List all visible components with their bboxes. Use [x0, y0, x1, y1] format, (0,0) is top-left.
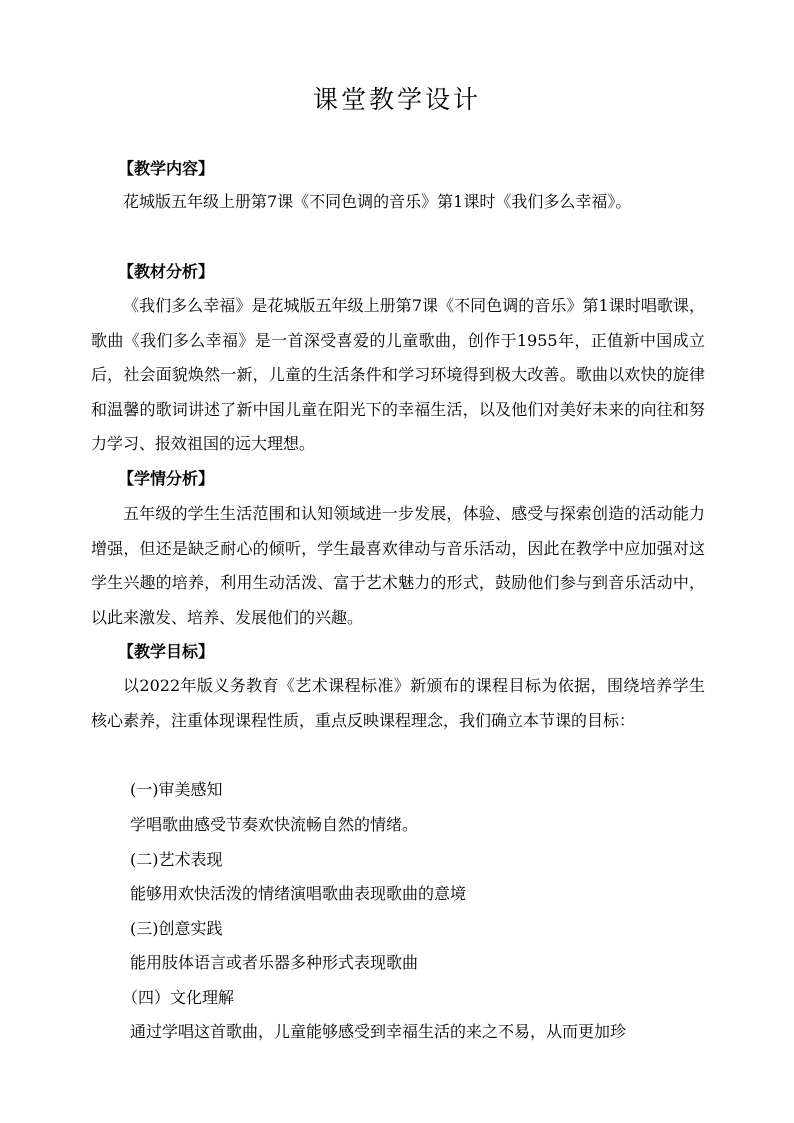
page-title: 课堂教学设计 [312, 85, 481, 114]
paragraph-teaching-goals: 以2022年版义务教育《艺术课程标准》新颁布的课程目标为依据，围绕培养学生核心素养，注重体现课程性质，重点反映课程理念，我们确立本节课的目标： [91, 676, 705, 730]
goal-label-cultural-understanding: （四）文化理解 [122, 988, 235, 1007]
goal-label-art-expression: (二)艺术表现 [130, 850, 223, 869]
goal-text-creative-practice: 能用肢体语言或者乐器多种形式表现歌曲 [130, 953, 419, 972]
goal-text-aesthetic: 学唱歌曲感受节奏欢快流畅自然的情绪。 [130, 815, 419, 834]
heading-material-analysis: 【教材分析】 [118, 262, 215, 281]
paragraph-material-analysis: 《我们多么幸福》是花城版五年级上册第7课《不同色调的音乐》第1课时唱歌课，歌曲《我们多么幸福》是一首深受喜爱的儿童歌曲，创作于1955年，正值新中国成立后，社会面貌焕然一新，儿童的生活条件和学习环境得到极大改善。歌曲以欢快的旋律和温馨的歌词讲述了新中国儿童在阳光下的幸福生活，以及他们对美好未来的向往和努力学习、报效祖国的远大理想。 [91, 296, 705, 453]
goal-text-cultural-understanding: 通过学唱这首歌曲，儿童能够感受到幸福生活的来之不易，从而更加珍 [130, 1022, 627, 1041]
paragraph-student-analysis: 五年级的学生生活范围和认知领域进一步发展，体验、感受与探索创造的活动能力增强，但还是缺乏耐心的倾听，学生最喜欢律动与音乐活动，因此在教学中应加强对这学生兴趣的培养，利用生动活泼、富于艺术魅力的形式，鼓励他们参与到音乐活动中，以此来激发、培养、发展他们的兴趣。 [91, 504, 705, 627]
goal-label-aesthetic: (一)审美感知 [130, 780, 223, 799]
heading-student-analysis: 【学情分析】 [118, 469, 215, 488]
goal-label-creative-practice: (三)创意实践 [130, 919, 223, 938]
heading-teaching-goals: 【教学目标】 [118, 642, 215, 661]
heading-teaching-content: 【教学内容】 [118, 159, 215, 178]
paragraph-teaching-content: 花城版五年级上册第7课《不同色调的音乐》第1课时《我们多么幸福》。 [123, 192, 632, 211]
goal-text-art-expression: 能够用欢快活泼的情绪演唱歌曲表现歌曲的意境 [130, 884, 467, 903]
